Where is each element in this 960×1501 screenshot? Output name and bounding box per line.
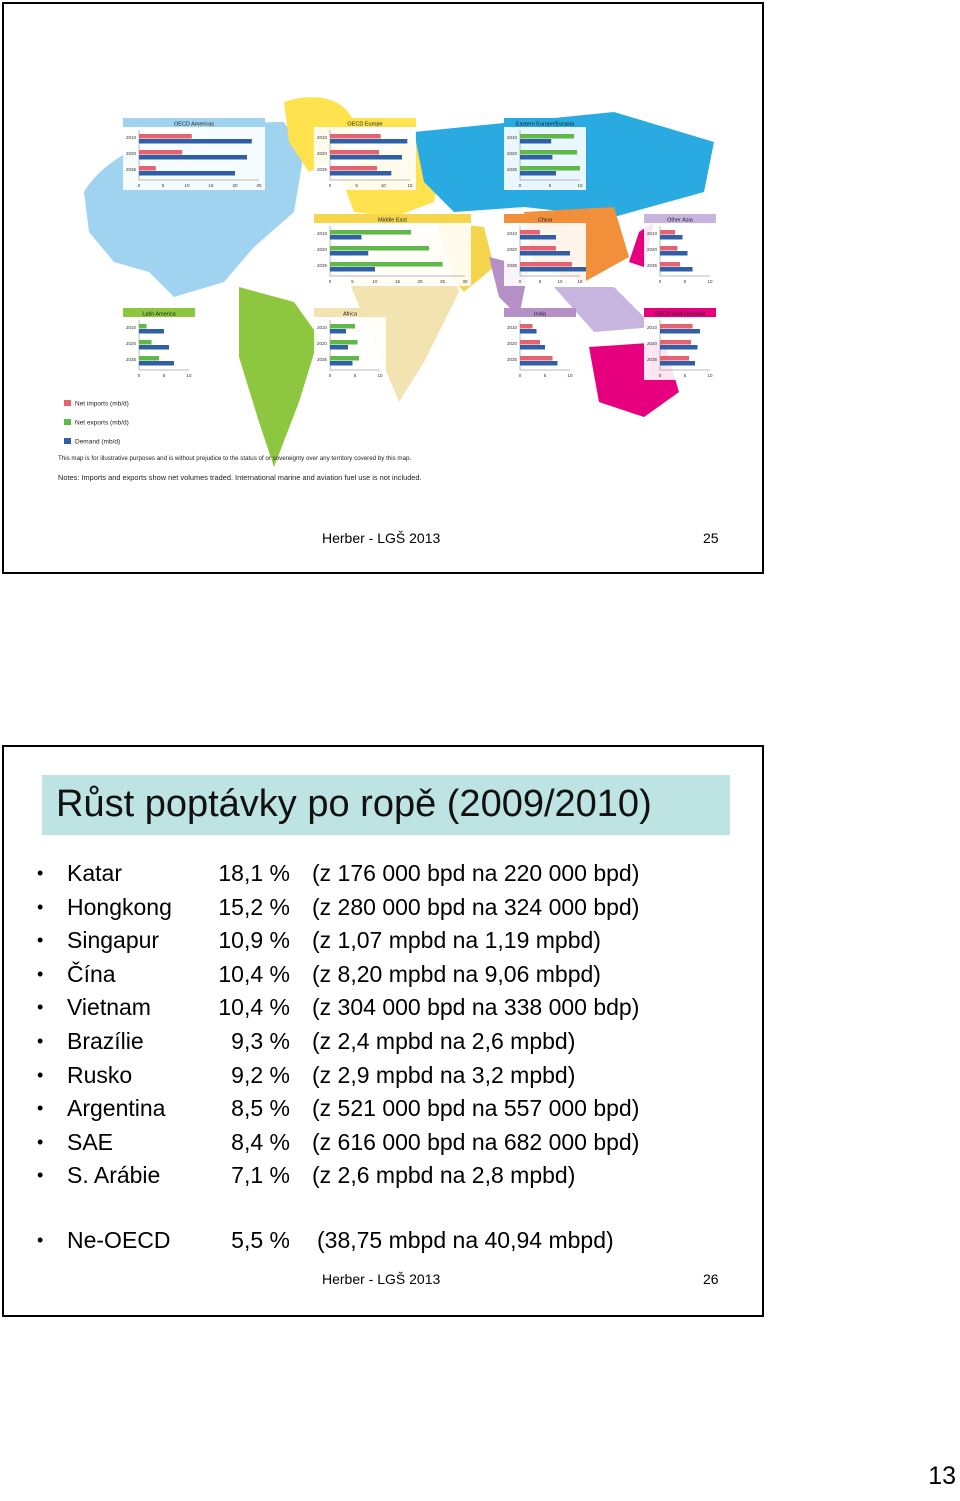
- tick-label: 5: [683, 373, 687, 378]
- demand-bar: [660, 345, 698, 350]
- demand-bar: [139, 139, 252, 144]
- year-label: 2020: [316, 151, 327, 156]
- growth-percent: 10,4 %: [218, 960, 290, 987]
- year-label: 2010: [506, 325, 517, 330]
- growth-detail: (z 616 000 bpd na 682 000 bpd): [312, 1128, 640, 1155]
- year-label: 2010: [646, 325, 657, 330]
- net-imports-bar: [520, 246, 556, 251]
- demand-bar: [139, 329, 164, 334]
- net-exports-bar: [139, 356, 159, 361]
- year-label: 2035: [316, 263, 327, 268]
- year-label: 2035: [125, 167, 136, 172]
- legend-swatch: [64, 419, 71, 425]
- net-imports-bar: [330, 150, 379, 155]
- tick-label: 5: [351, 279, 354, 284]
- year-label: 2010: [316, 231, 327, 236]
- tick-label: 15: [407, 183, 413, 188]
- net-exports-bar: [520, 166, 580, 171]
- year-label: 2010: [316, 135, 327, 140]
- year-label: 2035: [646, 357, 657, 362]
- demand-bar: [139, 171, 235, 176]
- growth-detail: (38,75 mbpd na 40,94 mbpd): [317, 1227, 614, 1253]
- country: Vietnam: [67, 994, 151, 1021]
- tick-label: 15: [394, 279, 401, 284]
- year-label: 2035: [125, 357, 136, 362]
- year-label: 2020: [316, 247, 327, 252]
- demand-bar: [660, 251, 688, 256]
- country: Argentina: [67, 1095, 166, 1122]
- country: Katar: [67, 860, 122, 886]
- latin-america-shape: [239, 287, 319, 467]
- demand-bar: [520, 329, 537, 334]
- year-label: 2020: [506, 151, 517, 156]
- growth-percent: 10,4 %: [218, 994, 290, 1021]
- country: S. Arábie: [67, 1162, 161, 1189]
- region-chart: [504, 214, 586, 286]
- tick-label: 0: [328, 183, 332, 188]
- net-imports-bar: [139, 134, 192, 139]
- growth-percent: 7,1 %: [231, 1162, 290, 1189]
- net-imports-bar: [330, 134, 381, 139]
- net-exports-bar: [330, 356, 359, 361]
- tick-label: 5: [355, 183, 358, 188]
- region-name: OECD Asia Oceania: [655, 311, 705, 318]
- growth-percent: 15,2 %: [218, 893, 290, 920]
- tick-label: 0: [328, 373, 332, 378]
- growth-percent: 9,2 %: [231, 1061, 290, 1088]
- net-imports-bar: [139, 150, 182, 155]
- growth-percent: 5,5 %: [231, 1227, 290, 1253]
- growth-detail: (z 304 000 bpd na 338 000 bdp): [312, 994, 640, 1021]
- demand-bar: [520, 251, 570, 256]
- year-label: 2035: [646, 263, 657, 268]
- page-number: 13: [928, 1462, 956, 1490]
- tick-label: 5: [543, 373, 547, 378]
- demand-bar: [330, 155, 402, 160]
- country: Singapur: [67, 927, 160, 954]
- demand-bar: [520, 345, 545, 350]
- bullet: •: [37, 1230, 44, 1250]
- region-name: Latin America: [142, 311, 176, 318]
- net-imports-bar: [520, 230, 540, 235]
- demand-bar: [139, 345, 169, 350]
- net-exports-bar: [330, 324, 355, 329]
- year-label: 2010: [316, 325, 327, 330]
- country: Hongkong: [67, 893, 172, 920]
- tick-label: 0: [328, 279, 332, 284]
- tick-label: 10: [372, 279, 378, 284]
- tick-label: 10: [380, 183, 386, 188]
- year-label: 2010: [646, 231, 657, 236]
- region-chart: [314, 118, 416, 190]
- demand-bar: [330, 235, 362, 240]
- net-exports-bar: [330, 230, 411, 235]
- net-imports-bar: [520, 356, 553, 361]
- bullet: •: [37, 1064, 44, 1085]
- demand-bar: [660, 235, 683, 240]
- growth-detail: (z 521 000 bpd na 557 000 bpd): [312, 1095, 640, 1122]
- growth-percent: 8,4 %: [231, 1128, 290, 1155]
- country: Brazílie: [67, 1028, 144, 1054]
- net-imports-bar: [660, 262, 680, 267]
- tick-label: 15: [577, 279, 583, 284]
- net-exports-bar: [330, 340, 358, 345]
- slide-26: [2, 745, 764, 1317]
- region-chart: [314, 214, 471, 286]
- net-imports-bar: [660, 230, 675, 235]
- bullet: •: [37, 1131, 44, 1152]
- tick-label: 0: [137, 183, 141, 188]
- bullet: •: [37, 930, 44, 951]
- growth-detail: (z 280 000 bpd na 324 000 bpd): [312, 893, 640, 920]
- world-oil-map: [54, 82, 744, 497]
- year-label: 2020: [125, 151, 136, 156]
- tick-label: 5: [161, 183, 165, 188]
- net-exports-bar: [139, 340, 152, 345]
- growth-detail: (z 8,20 mpbd na 9,06 mbpd): [312, 960, 601, 987]
- map-note-1: This map is for illustrative purposes and is without prejudice to the status of or sovereignty over any territory covered by this map.: [58, 455, 412, 462]
- tick-label: 10: [707, 279, 713, 284]
- net-exports-bar: [330, 246, 429, 251]
- year-label: 2035: [316, 357, 327, 362]
- net-imports-bar: [330, 166, 377, 171]
- demand-bar: [520, 361, 558, 366]
- year-label: 2020: [316, 341, 327, 346]
- year-label: 2010: [506, 231, 517, 236]
- region-chart: [314, 308, 386, 380]
- demand-bar: [330, 139, 407, 144]
- bullet: •: [37, 1031, 44, 1051]
- region-name: India: [534, 311, 546, 318]
- slide-footer: Herber - LGŠ 2013: [322, 530, 441, 546]
- legend-swatch: [64, 438, 71, 444]
- region-chart: [644, 308, 716, 380]
- region-chart: [123, 308, 195, 380]
- net-exports-bar: [520, 134, 574, 139]
- demand-bar: [520, 171, 556, 176]
- net-imports-bar: [520, 262, 572, 267]
- slide-number: 25: [703, 530, 719, 546]
- year-label: 2020: [646, 341, 657, 346]
- region-name: OECD Americas: [173, 121, 215, 128]
- region-name: Other Asia: [667, 217, 693, 224]
- bullet: •: [37, 896, 44, 917]
- net-exports-bar: [330, 262, 443, 267]
- tick-label: 25: [439, 279, 446, 284]
- year-label: 2035: [506, 167, 517, 172]
- slide-25: [2, 2, 764, 574]
- tick-label: 5: [683, 279, 687, 284]
- bullet: •: [37, 963, 44, 984]
- tick-label: 30: [462, 279, 468, 284]
- country: Rusko: [67, 1061, 133, 1088]
- net-exports-bar: [520, 150, 577, 155]
- bullet: •: [37, 863, 44, 883]
- tick-label: 5: [548, 183, 552, 188]
- legend-label: Net imports (mb/d): [75, 400, 129, 408]
- tick-label: 10: [707, 373, 713, 378]
- country: Ne-OECD: [67, 1227, 171, 1253]
- region-name: OECD Europe: [347, 121, 383, 128]
- tick-label: 5: [538, 279, 542, 284]
- demand-bar: [520, 155, 552, 160]
- region-chart: [644, 214, 716, 286]
- tick-label: 0: [658, 373, 662, 378]
- net-imports-bar: [660, 246, 678, 251]
- demand-bar: [520, 267, 586, 272]
- demand-bar: [330, 361, 353, 366]
- demand-bar: [330, 345, 348, 350]
- demand-bar: [660, 267, 693, 272]
- year-label: 2020: [125, 341, 136, 346]
- tick-label: 10: [186, 373, 192, 378]
- year-label: 2035: [316, 167, 327, 172]
- net-imports-bar: [520, 324, 533, 329]
- year-label: 2020: [506, 341, 517, 346]
- slide-footer: Herber - LGŠ 2013: [322, 1271, 441, 1287]
- demand-bar: [330, 251, 368, 256]
- region-chart: [504, 308, 576, 380]
- tick-label: 10: [567, 373, 573, 378]
- demand-bar: [330, 329, 346, 334]
- growth-detail: (z 2,9 mpbd na 3,2 mpbd): [312, 1061, 576, 1088]
- map-note-2: Notes: Imports and exports show net volumes traded. International marine and aviation fuel use is not included.: [58, 473, 422, 482]
- tick-label: 0: [518, 183, 522, 188]
- net-imports-bar: [139, 166, 156, 171]
- net-imports-bar: [520, 340, 540, 345]
- tick-label: 25: [256, 183, 262, 188]
- region-name: Africa: [342, 311, 358, 318]
- title-bar: [42, 775, 730, 835]
- region-name: China: [537, 217, 553, 224]
- growth-percent: 18,1 %: [218, 860, 290, 886]
- bullet: •: [37, 1098, 44, 1119]
- growth-detail: (z 2,4 mpbd na 2,6 mpbd): [312, 1028, 576, 1054]
- year-label: 2010: [125, 325, 136, 330]
- region-chart: [504, 118, 586, 190]
- bullet: •: [37, 997, 44, 1018]
- legend-label: Net exports (mb/d): [75, 419, 129, 427]
- slide-title: Růst poptávky po ropě (2009/2010): [56, 783, 652, 825]
- tick-label: 10: [557, 279, 563, 284]
- tick-label: 0: [518, 279, 522, 284]
- demand-bar: [660, 329, 700, 334]
- demand-bar: [139, 155, 247, 160]
- net-imports-bar: [660, 340, 691, 345]
- region-chart: [123, 118, 265, 190]
- country: SAE: [67, 1128, 114, 1155]
- slide-number: 26: [703, 1271, 719, 1287]
- country: Čína: [67, 960, 116, 987]
- demand-bar: [139, 361, 174, 366]
- year-label: 2010: [125, 135, 136, 140]
- tick-label: 0: [518, 373, 522, 378]
- bullet: •: [37, 1165, 44, 1186]
- demand-bar: [660, 361, 695, 366]
- demand-bar: [520, 235, 556, 240]
- growth-percent: 10,9 %: [218, 927, 290, 954]
- demand-bar: [520, 139, 551, 144]
- tick-label: 10: [377, 373, 383, 378]
- tick-label: 15: [208, 183, 214, 188]
- year-label: 2035: [506, 263, 517, 268]
- region-name: Eastern Europe/Eurasia: [515, 121, 575, 128]
- year-label: 2020: [506, 247, 517, 252]
- growth-percent: 8,5 %: [231, 1095, 290, 1122]
- year-label: 2020: [646, 247, 657, 252]
- growth-detail: (z 1,07 mpbd na 1,19 mpbd): [312, 927, 601, 954]
- tick-label: 20: [232, 183, 238, 188]
- tick-label: 0: [137, 373, 141, 378]
- growth-detail: (z 176 000 bpd na 220 000 bpd): [312, 860, 640, 886]
- legend-label: Demand (mb/d): [75, 438, 121, 446]
- tick-label: 20: [417, 279, 423, 284]
- net-exports-bar: [139, 324, 147, 329]
- demand-bar: [330, 171, 391, 176]
- tick-label: 0: [658, 279, 662, 284]
- year-label: 2010: [506, 135, 517, 140]
- net-imports-bar: [660, 324, 693, 329]
- demand-bar: [330, 267, 375, 272]
- tick-label: 5: [162, 373, 166, 378]
- tick-label: 10: [184, 183, 190, 188]
- growth-detail: (z 2,6 mpbd na 2,8 mpbd): [312, 1162, 576, 1189]
- legend-swatch: [64, 400, 71, 406]
- growth-percent: 9,3 %: [231, 1028, 290, 1054]
- tick-label: 10: [577, 183, 583, 188]
- tick-label: 5: [353, 373, 357, 378]
- region-name: Middle East: [378, 217, 407, 224]
- year-label: 2035: [506, 357, 517, 362]
- net-imports-bar: [660, 356, 689, 361]
